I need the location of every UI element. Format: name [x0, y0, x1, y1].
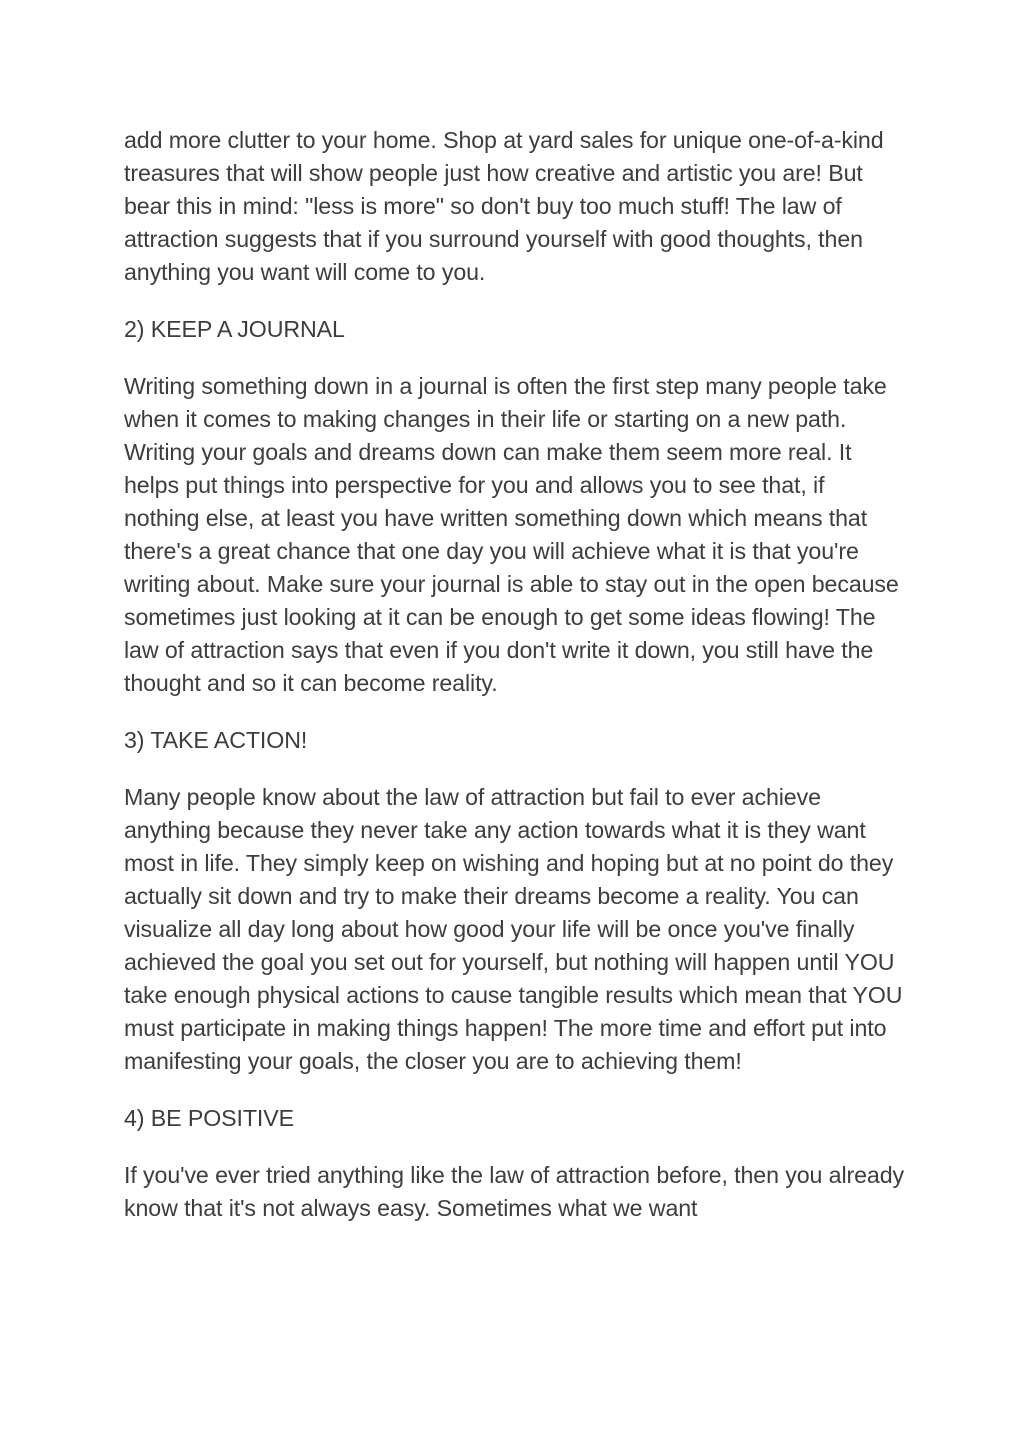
paragraph-take-action: Many people know about the law of attraction but fail to ever achieve anything because they never take any action towards what it is they want most in life. They simply keep on wishing and hoping but at no point do they actually sit down and try to make their dreams become a reality. You can visualize all day long about how good your life will be once you've finally achieved the goal you set out for yourself, but nothing will happen until YOU take enough physical actions to cause tangible results which mean that YOU must participate in making things happen! The more time and effort put into manifesting your goals, the closer you are to achieving them! [124, 784, 903, 1074]
heading-take-action: 3) TAKE ACTION! [124, 727, 308, 753]
document-page [124, 124, 906, 1249]
paragraph-be-positive: If you've ever tried anything like the law of attraction before, then you already know that it's not always easy. Sometimes what we want [124, 1162, 905, 1221]
heading-be-positive: 4) BE POSITIVE [124, 1105, 294, 1131]
paragraph-journal: Writing something down in a journal is often the first step many people take when it comes to making changes in their life or starting on a new path. Writing your goals and dreams down can make them seem more real. It helps put things into perspective for you and allows you to see that, if nothing else, at least you have written something down which means that there's a great chance that one day you will achieve what it is that you're writing about. Make sure your journal is able to stay out in the open because sometimes just looking at it can be enough to get some ideas flowing! The law of attraction says that even if you don't write it down, you still have the thought and so it can become reality. [124, 373, 899, 696]
heading-keep-a-journal: 2) KEEP A JOURNAL [124, 316, 345, 342]
paragraph-clutter: add more clutter to your home. Shop at yard sales for unique one-of-a-kind treasures that will show people just how creative and artistic you are! But bear this in mind: "less is more" so don't buy too much stuff! The law of attraction suggests that if you surround yourself with good thoughts, then anything you want will come to you. [124, 127, 884, 285]
